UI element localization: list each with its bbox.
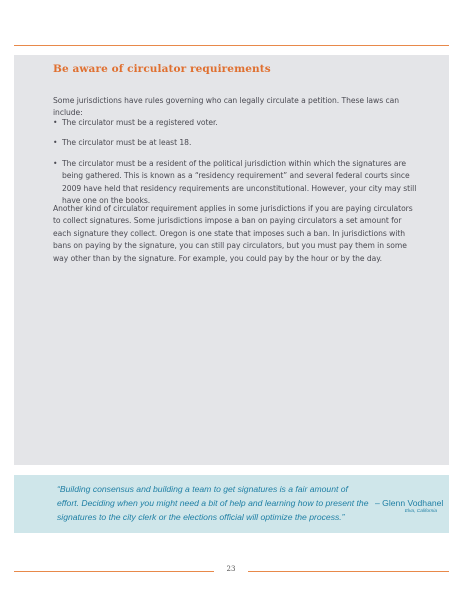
- section-heading: Be aware of circulator requirements: [53, 63, 271, 75]
- second-paragraph: Another kind of circulator requirement applies in some jurisdictions if you are paying circulators to collect signatures. Some jurisdictions impose a ban on paying circulators a set amount for each signature they collect. Oregon is one state that imposes such a ban. In jurisdictions with bans on paying by the signature, you can still pay circulators, but you must pay them in some way other than by the signature. For example, you could pay by the hour or by the day.: [53, 204, 413, 263]
- footer-divider-left: [14, 571, 214, 572]
- quote-location: Elva, California: [404, 509, 437, 514]
- page-number: 23: [226, 565, 236, 573]
- footer-divider-right: [248, 571, 449, 572]
- list-item: [53, 117, 421, 129]
- quote-attribution: [375, 498, 444, 515]
- bullet-icon: •: [53, 118, 58, 127]
- bullet-icon: •: [53, 158, 58, 168]
- requirements-list: [53, 117, 421, 215]
- list-item-text: The circulator must be a registered voter.: [62, 118, 218, 127]
- list-item-text: The circulator must be at least 18.: [62, 138, 192, 148]
- list-item: [53, 158, 421, 208]
- quote-author: – Glenn Vodhanel: [375, 498, 444, 508]
- bullet-icon: •: [53, 138, 58, 148]
- top-divider: [14, 45, 449, 46]
- list-item: [53, 137, 421, 149]
- pull-quote: “Building consensus and building a team to get signatures is a fair amount of effort. Deciding when you might need a bit of help and learning how to present the signatures to the city clerk or the elections official will optimize the process.”: [57, 484, 369, 522]
- list-item-text: The circulator must be a resident of the political jurisdiction within which the signatures are being gathered. This is known as a “residency requirement” and several federal courts since 2009 have held that residency requirements are unconstitutional. However, your city may still have one on the books.: [62, 158, 417, 206]
- intro-paragraph: Some jurisdictions have rules governing who can legally circulate a petition. These laws can include:: [53, 96, 399, 118]
